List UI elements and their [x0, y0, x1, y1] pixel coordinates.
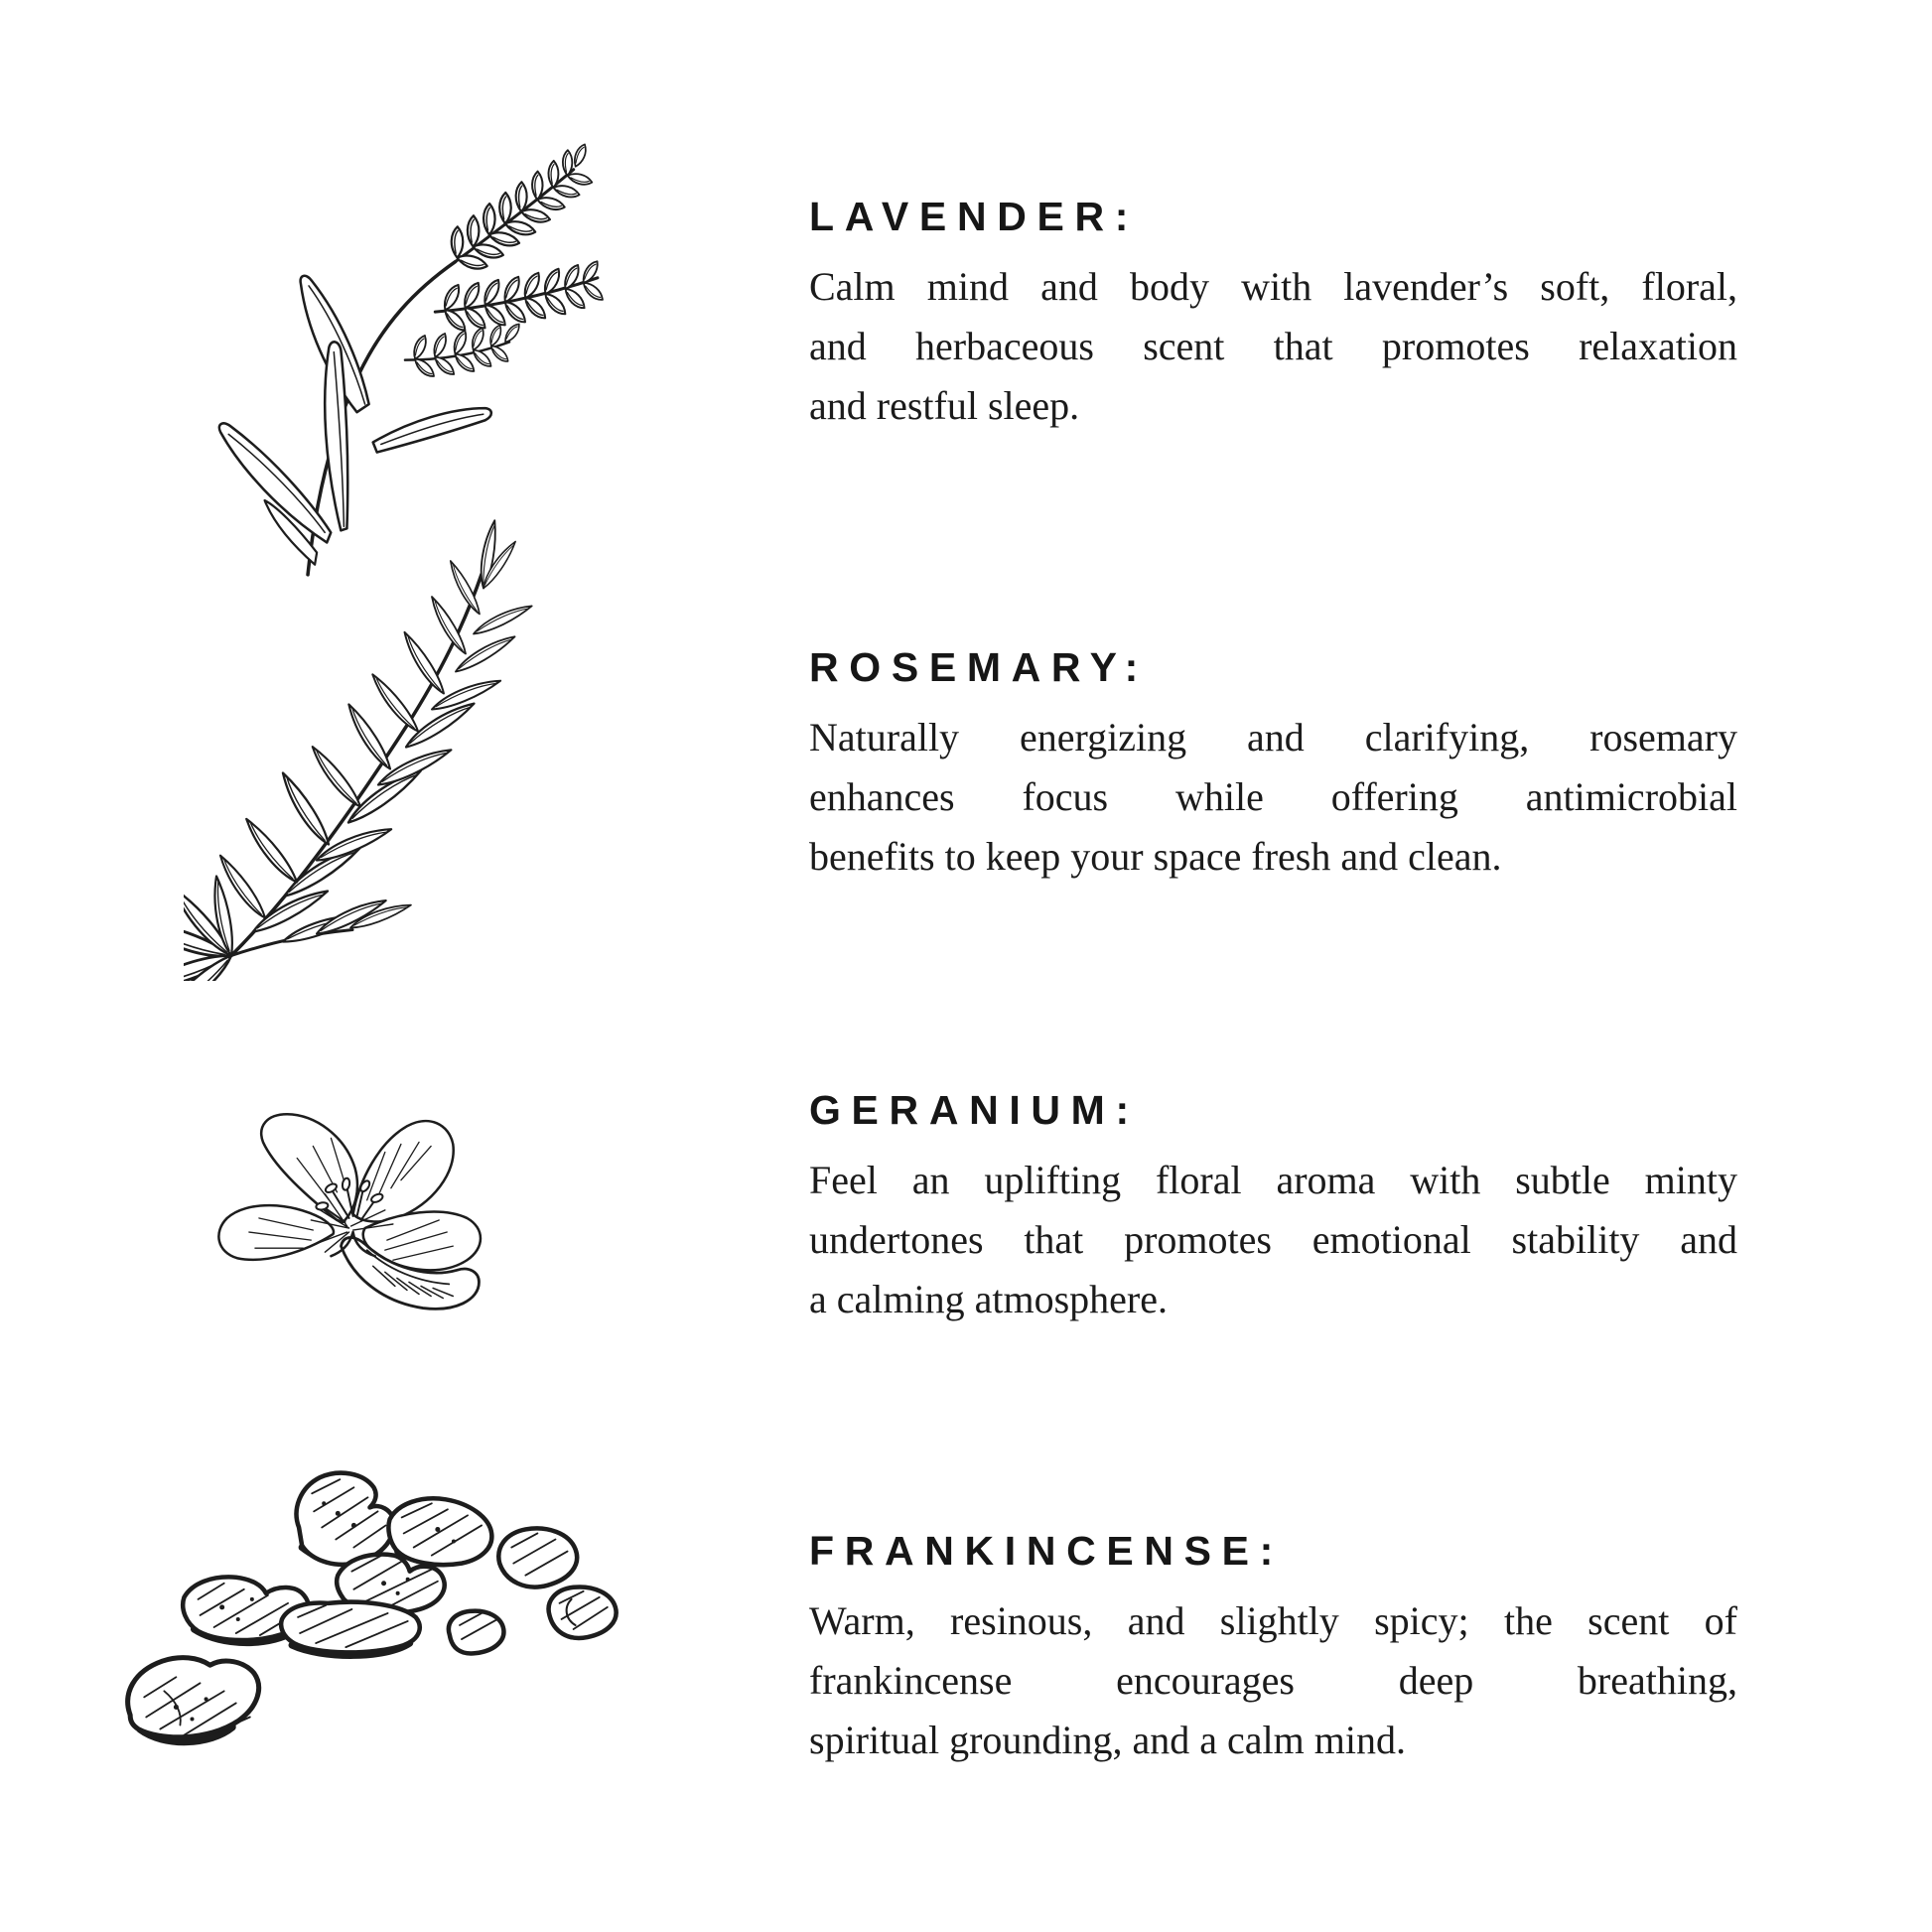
- frankincense-heading: FRANKINCENSE:: [809, 1528, 1284, 1574]
- frankincense-resin-illustration: [102, 1467, 646, 1787]
- geranium-flower-illustration: [157, 1080, 522, 1370]
- frankincense-description: [809, 1591, 1737, 1770]
- lavender-heading: LAVENDER:: [809, 194, 1140, 239]
- geranium-heading: GERANIUM:: [809, 1087, 1140, 1133]
- body-line: and restful sleep.: [809, 383, 1080, 429]
- rosemary-heading: ROSEMARY:: [809, 644, 1149, 690]
- body-line: enhances focus while offering antimicrobial: [809, 774, 1737, 820]
- body-line: benefits to keep your space fresh and clean.: [809, 834, 1502, 880]
- body-line: frankincense encourages deep breathing,: [809, 1658, 1737, 1704]
- section-lavender: [809, 195, 1737, 436]
- section-rosemary: [809, 645, 1737, 887]
- section-frankincense: [809, 1529, 1737, 1770]
- body-line: Naturally energizing and clarifying, rosemary: [809, 715, 1737, 760]
- body-line: Warm, resinous, and slightly spicy; the scent of: [809, 1598, 1737, 1644]
- body-line: spiritual grounding, and a calm mind.: [809, 1718, 1406, 1763]
- body-line: and herbaceous scent that promotes relaxation: [809, 324, 1737, 369]
- body-line: Feel an uplifting floral aroma with subtle minty: [809, 1158, 1737, 1203]
- body-line: undertones that promotes emotional stability and: [809, 1217, 1737, 1263]
- rosemary-description: [809, 708, 1737, 887]
- geranium-description: [809, 1151, 1737, 1329]
- lavender-description: [809, 257, 1737, 436]
- rosemary-sprig-illustration: [184, 494, 561, 981]
- section-geranium: [809, 1088, 1737, 1329]
- body-line: Calm mind and body with lavender’s soft, floral,: [809, 264, 1737, 310]
- body-line: a calming atmosphere.: [809, 1277, 1168, 1322]
